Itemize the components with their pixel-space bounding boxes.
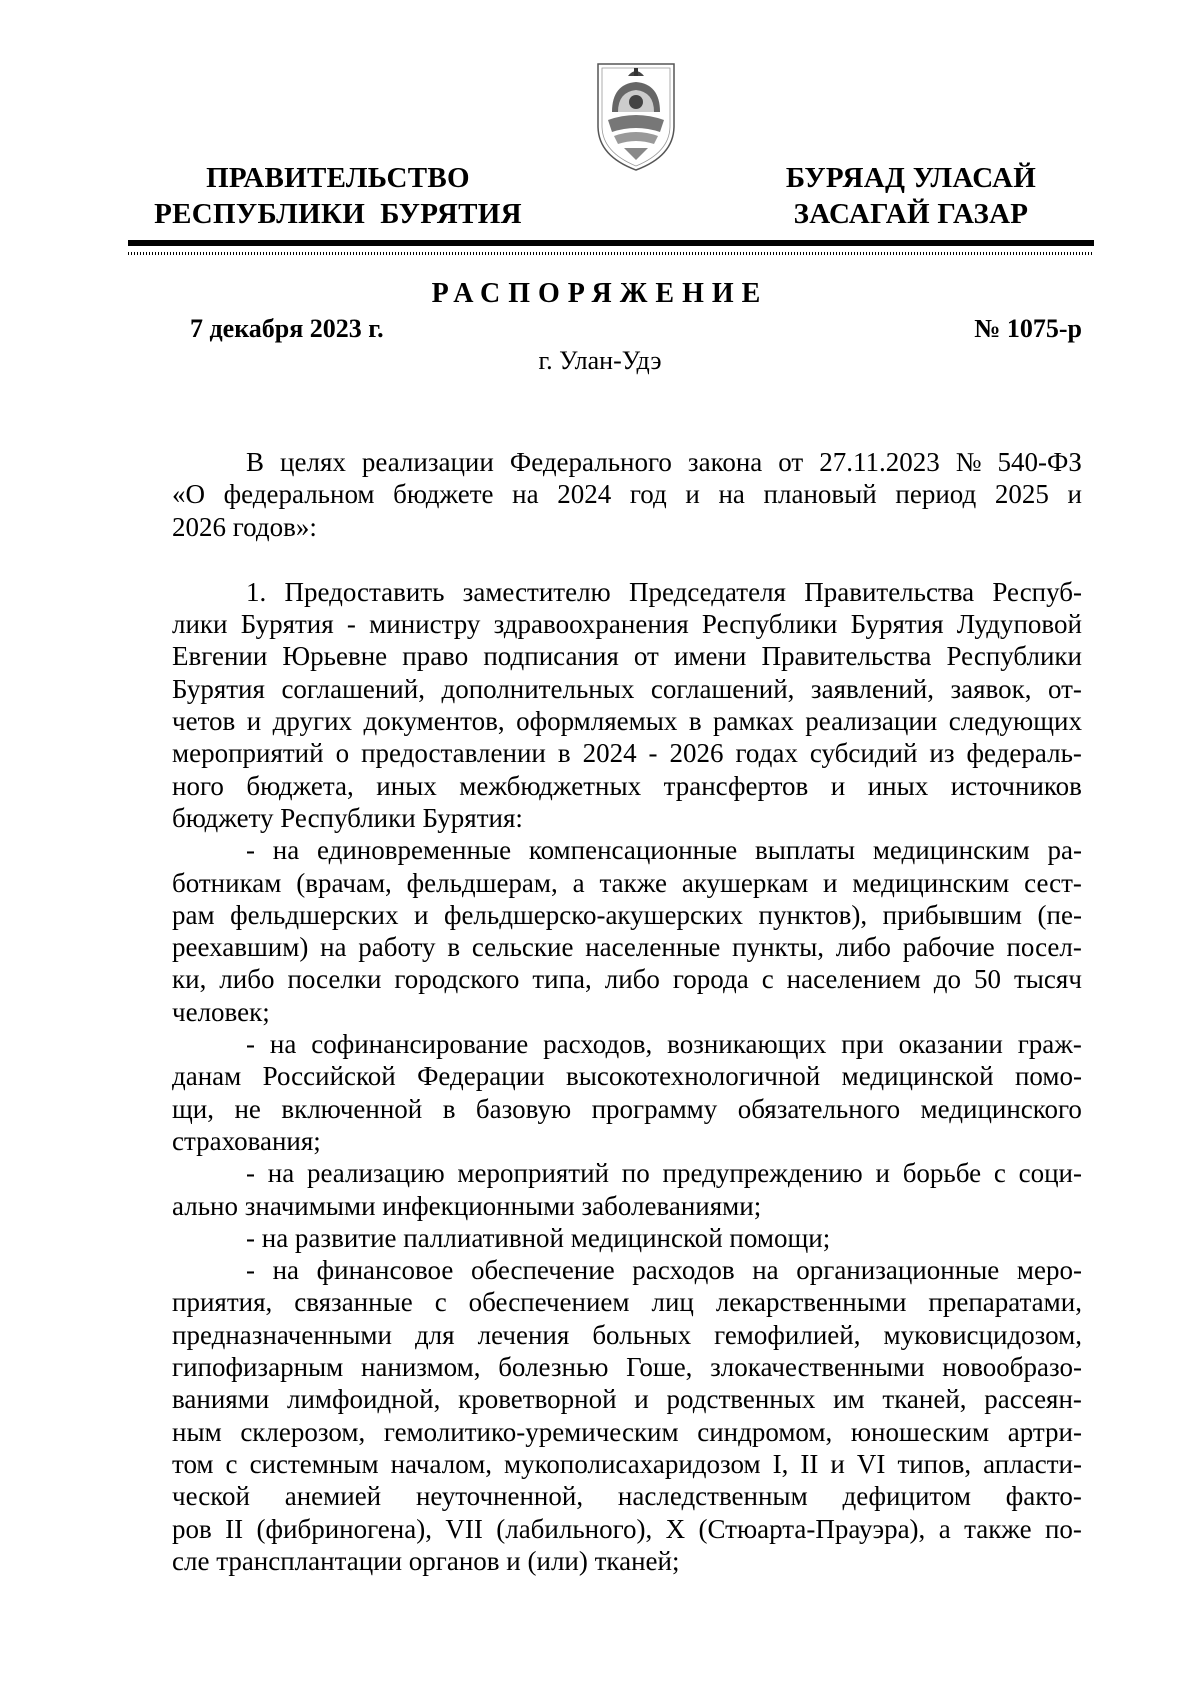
text-line: гипофизарным нанизмом, болезнью Гоше, злокачественными новообразо-: [172, 1352, 1082, 1383]
text-line: «О федеральном бюджете на 2024 год и на плановый период 2025 и: [172, 479, 1082, 510]
document-date: 7 декабря 2023 г.: [190, 314, 384, 343]
text-line: реехавшим) на работу в сельские населенные пункты, либо рабочие посел-: [172, 932, 1082, 963]
text-line: страхования;: [172, 1125, 321, 1156]
text-line: предназначенными для лечения больных гемофилией, муковисцидозом,: [172, 1319, 1082, 1350]
text-line: четов и других документов, оформляемых в рамках реализации следующих: [172, 706, 1082, 737]
text-line: - на единовременные компенсационные выплаты медицинским ра-: [246, 835, 1082, 866]
text-line: приятия, связанные с обеспечением лиц лекарственными препаратами,: [172, 1287, 1082, 1318]
text-line: Евгении Юрьевне право подписания от имени Правительства Республики: [172, 641, 1082, 672]
header-divider-thin: [128, 252, 1094, 255]
bullet-paragraph: [172, 1222, 1082, 1254]
text-line: 1. Предоставить заместителю Председателя Правительства Респуб-: [246, 576, 1082, 607]
text-line: бюджету Республики Бурятия:: [172, 802, 523, 833]
header-divider-thick: [128, 240, 1094, 246]
text-line: рам фельдшерских и фельдшерско-акушерских пунктов), прибывшим (пе-: [172, 899, 1082, 930]
text-line: ческой анемией неуточненной, наследственным дефицитом факто-: [172, 1481, 1082, 1512]
header-right-line-2: ЗАСАГАЙ ГАЗАР: [793, 198, 1029, 230]
text-line: данам Российской Федерации высокотехнологичной медицинской помо-: [172, 1061, 1082, 1092]
document-title: РАСПОРЯЖЕНИЕ: [431, 278, 769, 309]
paragraph-gap: [172, 543, 1082, 576]
text-line: ально значимыми инфекционными заболеваниями;: [172, 1190, 762, 1221]
text-line: Бурятия соглашений, дополнительных соглашений, заявлений, заявок, от-: [172, 673, 1082, 704]
text-line: лики Бурятия - министру здравоохранения Республики Бурятия Лудуповой: [172, 609, 1082, 640]
text-line: ным склерозом, гемолитико-уремическим синдромом, юношеским артри-: [172, 1416, 1082, 1447]
document-number: № 1075-р: [974, 314, 1082, 343]
bullet-paragraph: [172, 1028, 1082, 1157]
document-body: [172, 446, 1082, 1577]
bullet-paragraph: [172, 1254, 1082, 1577]
text-line: ного бюджета, иных межбюджетных трансфертов и иных источников: [172, 770, 1082, 801]
text-line: том с системным началом, мукополисахаридозом I, II и VI типов, апласти-: [172, 1448, 1082, 1479]
text-line: ров II (фибриногена), VII (лабильного), X (Стюарта-Прауэра), а также по-: [172, 1513, 1082, 1544]
text-line: мероприятий о предоставлении в 2024 - 2026 годах субсидий из федераль-: [172, 738, 1082, 769]
document-city: г. Улан-Удэ: [538, 346, 662, 375]
text-line: - на реализацию мероприятий по предупреждению и борьбе с соци-: [246, 1158, 1082, 1189]
text-line: - на финансовое обеспечение расходов на организационные меро-: [246, 1255, 1082, 1286]
government-name-russian: [148, 160, 528, 232]
text-line: 2026 годов»:: [172, 511, 317, 542]
text-line: ваниями лимфоидной, кроветворной и родственных им тканей, рассеян-: [172, 1384, 1082, 1415]
text-line: щи, не включенной в базовую программу обязательного медицинского: [172, 1093, 1082, 1124]
text-line: - на развитие паллиативной медицинской помощи;: [246, 1222, 831, 1253]
bullet-paragraph: [172, 1157, 1082, 1222]
header-left-line-2: РЕСПУБЛИКИ БУРЯТИЯ: [154, 198, 522, 230]
preamble-paragraph: [172, 446, 1082, 543]
header-left-line-1: ПРАВИТЕЛЬСТВО: [206, 162, 470, 194]
coat-of-arms-icon: [594, 56, 678, 174]
text-line: ки, либо поселки городского типа, либо города с населением до 50 тысяч: [172, 964, 1082, 995]
text-line: В целях реализации Федерального закона от 27.11.2023 № 540-ФЗ: [246, 447, 1082, 477]
text-line: - на софинансирование расходов, возникающих при оказании граж-: [246, 1029, 1082, 1060]
text-line: человек;: [172, 996, 270, 1027]
government-name-buryat: [756, 160, 1066, 232]
header-right-line-1: БУРЯАД УЛАСАЙ: [785, 162, 1037, 194]
text-line: ботникам (врачам, фельдшерам, а также акушеркам и медицинским сест-: [172, 867, 1082, 898]
item-1-paragraph: [172, 576, 1082, 834]
bullet-paragraph: [172, 834, 1082, 1028]
text-line: сле трансплантации органов и (или) тканей;: [172, 1545, 680, 1576]
